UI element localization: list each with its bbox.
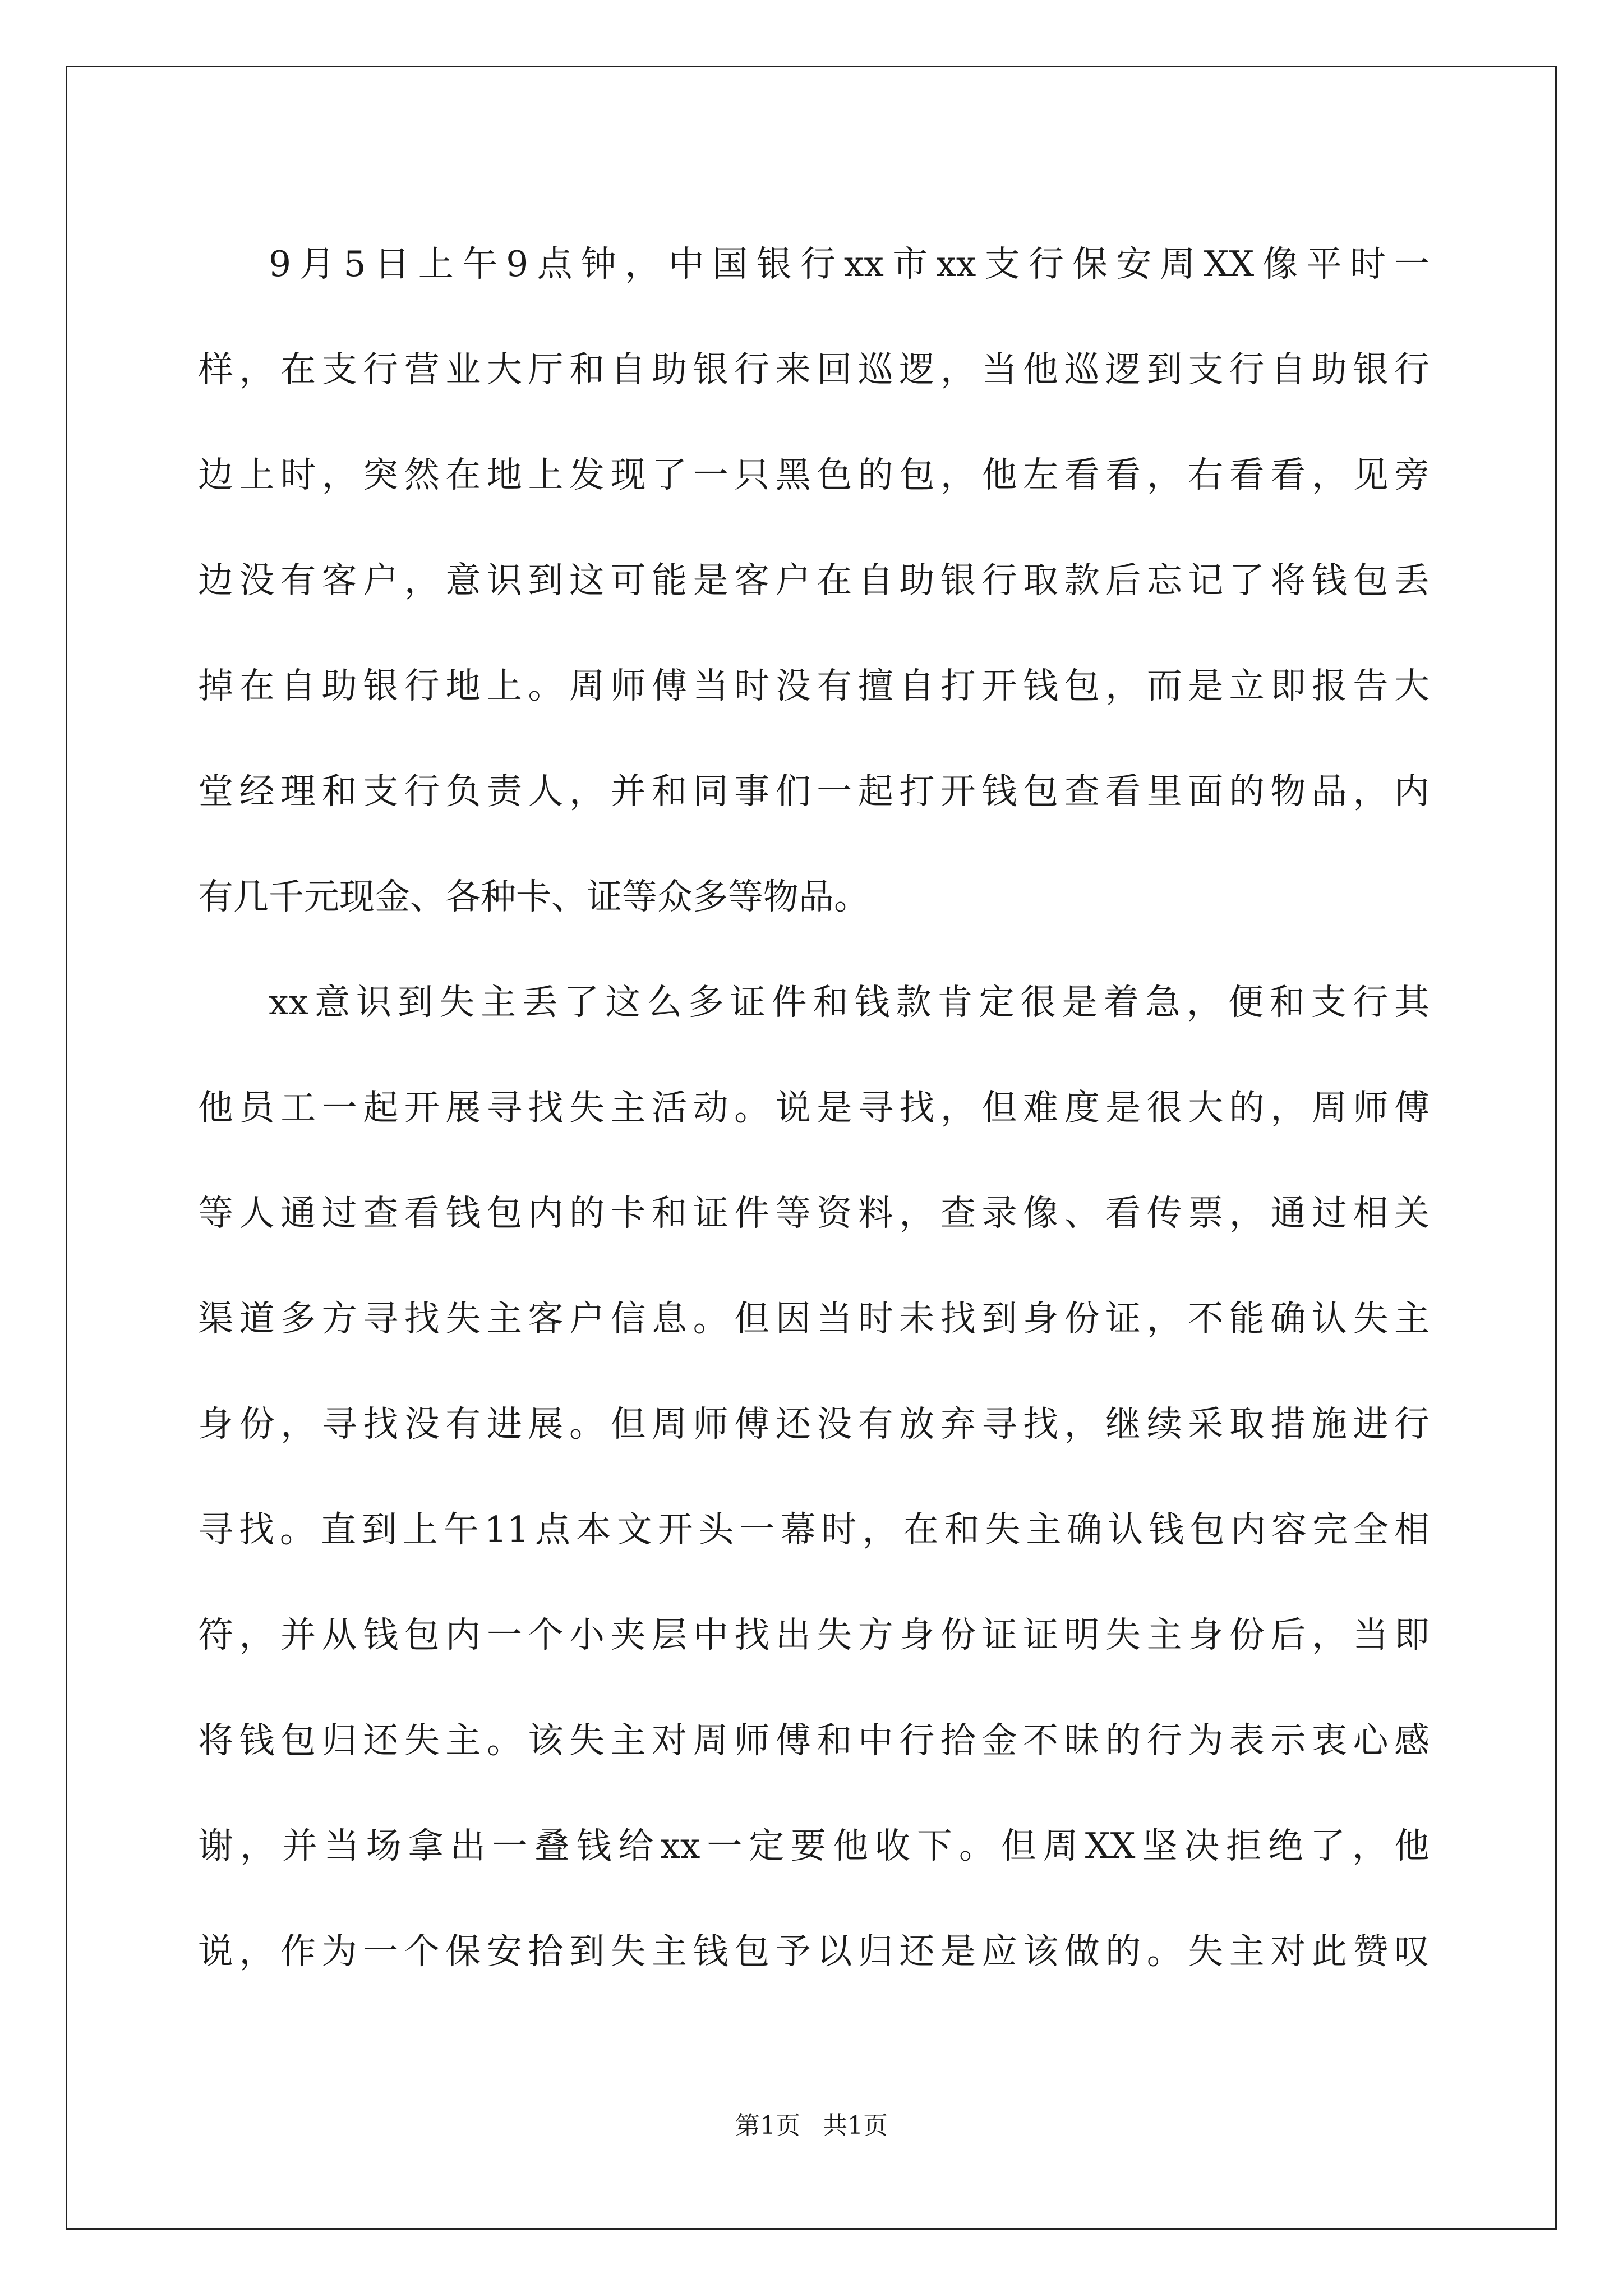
paragraph-1-line-2: 样，在支行营业大厅和自助银行来回巡逻，当他巡逻到支行自助银行 (198, 349, 1430, 390)
paragraph-2-line-7: 符，并从钱包内一个小夹层中找出失方身份证证明失主身份后，当即 (198, 1614, 1430, 1655)
paragraph-2-line-3: 等人通过查看钱包内的卡和证件等资料，查录像、看传票，通过相关 (198, 1193, 1430, 1234)
paragraph-1-line-7: 有几千元现金、各种卡、证等众多等物品。 (198, 876, 869, 917)
paragraph-1-line-1: 9月5日上午9点钟，中国银行xx市xx支行保安周XX像平时一 (269, 243, 1430, 284)
paragraph-2-line-5: 身份，寻找没有进展。但周师傅还没有放弃寻找，继续采取措施进行 (198, 1404, 1430, 1444)
paragraph-1-line-6: 堂经理和支行负责人，并和同事们一起打开钱包查看里面的物品，内 (198, 771, 1430, 812)
page-number: 第1页 (735, 2111, 800, 2140)
page-footer (0, 2109, 1623, 2143)
paragraph-1-line-4: 边没有客户，意识到这可能是客户在自助银行取款后忘记了将钱包丢 (198, 560, 1430, 601)
paragraph-2-line-6: 寻找。直到上午11点本文开头一幕时，在和失主确认钱包内容完全相 (198, 1509, 1430, 1550)
paragraph-2-line-9: 谢，并当场拿出一叠钱给xx一定要他收下。但周XX坚决拒绝了，他 (198, 1825, 1430, 1866)
paragraph-2-line-1: xx意识到失主丢了这么多证件和钱款肯定很是着急，便和支行其 (269, 982, 1430, 1023)
paragraph-2-line-4: 渠道多方寻找失主客户信息。但因当时未找到身份证，不能确认失主 (198, 1298, 1430, 1339)
page-count: 共1页 (823, 2111, 888, 2140)
paragraph-1-line-5: 掉在自助银行地上。周师傅当时没有擅自打开钱包，而是立即报告大 (198, 665, 1430, 706)
paragraph-1-line-3: 边上时，突然在地上发现了一只黑色的包，他左看看，右看看，见旁 (198, 454, 1430, 495)
paragraph-2-line-8: 将钱包归还失主。该失主对周师傅和中行拾金不昧的行为表示衷心感 (198, 1720, 1430, 1761)
paragraph-2-line-10: 说，作为一个保安拾到失主钱包予以归还是应该做的。失主对此赞叹 (198, 1931, 1430, 1972)
document-body (198, 211, 1430, 2004)
paragraph-2-line-2: 他员工一起开展寻找失主活动。说是寻找，但难度是很大的，周师傅 (198, 1087, 1430, 1128)
